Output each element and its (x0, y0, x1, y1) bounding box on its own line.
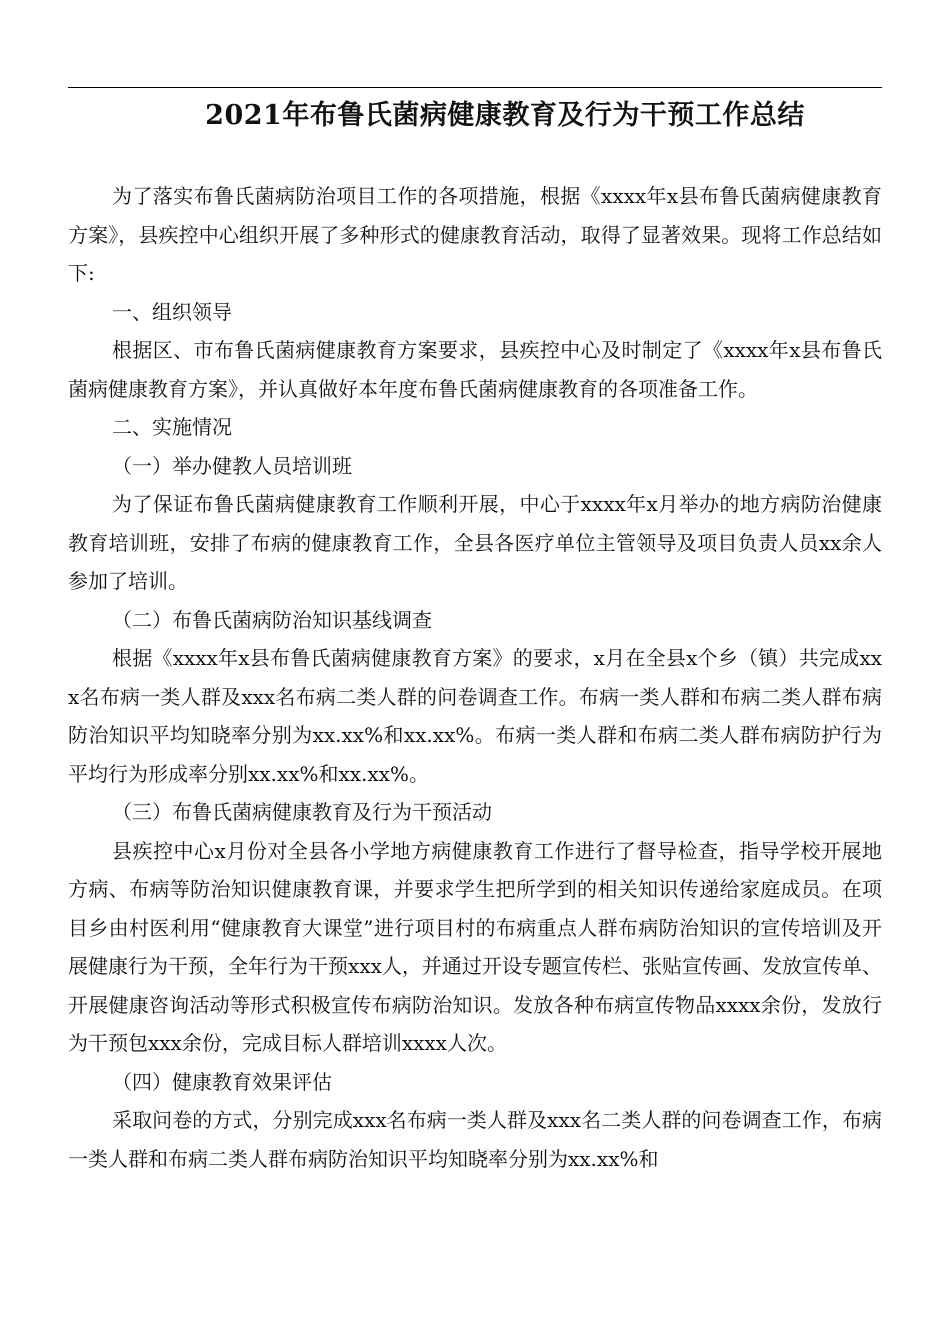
intro-paragraph: 为了落实布鲁氏菌病防治项目工作的各项措施，根据《xxxx年x县布鲁氏菌病健康教育方案》，县疾控中心组织开展了多种形式的健康教育活动，取得了显著效果。现将工作总结如下: (68, 184, 882, 285)
subheading-training: （一）举办健教人员培训班 (112, 453, 352, 478)
subheading-evaluation: （四）健康教育效果评估 (112, 1069, 332, 1094)
organization-paragraph: 根据区、市布鲁氏菌病健康教育方案要求，县疾控中心及时制定了《xxxx年x县布鲁氏菌病健康教育方案》，并认真做好本年度布鲁氏菌病健康教育的各项准备工作。 (68, 338, 882, 401)
header-rule (68, 87, 882, 88)
section-heading-implementation: 二、实施情况 (112, 415, 232, 439)
baseline-survey-paragraph: 根据《xxxx年x县布鲁氏菌病健康教育方案》的要求，x月在全县x个乡（镇）共完成xxx名布病一类人群及xxx名布病二类人群的问卷调查工作。布病一类人群和布病二类人群布病防治知识平均知晓率分别为xx.xx%和xx.xx%。布病一类人群和布病二类人群布病防护行为平均行为形成率分别xx.xx%和xx.xx%。 (68, 646, 882, 786)
subheading-intervention: （三）布鲁氏菌病健康教育及行为干预活动 (112, 800, 492, 824)
training-paragraph: 为了保证布鲁氏菌病健康教育工作顺利开展，中心于xxxx年x月举办的地方病防治健康教育培训班，安排了布病的健康教育工作，全县各医疗单位主管领导及项目负责人员xx余人参加了培训。 (68, 492, 882, 593)
subheading-baseline-survey: （二）布鲁氏菌病防治知识基线调查 (112, 607, 432, 632)
evaluation-paragraph: 采取问卷的方式，分别完成xxx名布病一类人群及xxx名二类人群的问卷调查工作，布病一类人群和布病二类人群布病防治知识平均知晓率分别为xx.xx%和 (68, 1108, 882, 1171)
document-body (68, 177, 882, 1178)
intervention-paragraph: 县疾控中心x月份对全县各小学地方病健康教育工作进行了督导检查，指导学校开展地方病、布病等防治知识健康教育课，并要求学生把所学到的相关知识传递给家庭成员。在项目乡由村医利用“健康教育大课堂”进行项目村的布病重点人群布病防治知识的宣传培训及开展健康行为干预，全年行为干预xxx人，并通过开设专题宣传栏、张贴宣传画、发放宣传单、开展健康咨询活动等形式积极宣传布病防治知识。发放各种布病宣传物品xxxx余份，发放行为干预包xxx余份，完成目标人群培训xxxx人次。 (68, 838, 882, 1055)
section-heading-organization: 一、组织领导 (112, 299, 232, 324)
document-title: 2021年布鲁氏菌病健康教育及行为干预工作总结 (205, 100, 805, 131)
